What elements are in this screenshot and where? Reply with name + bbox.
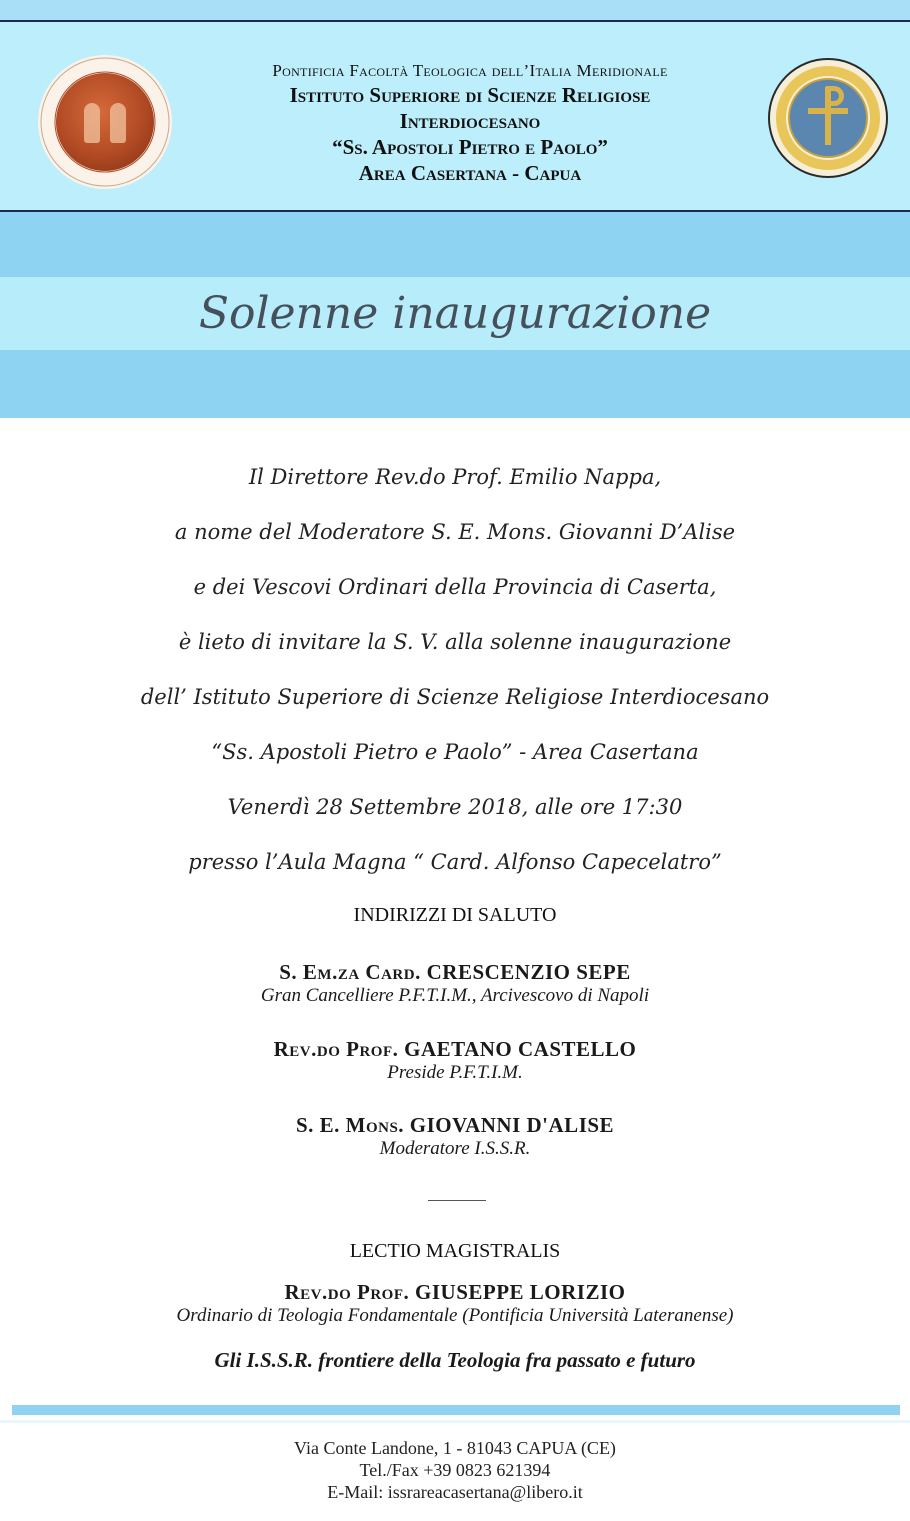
speaker-name xyxy=(0,1280,910,1305)
footer-address: Via Conte Landone, 1 - 81043 CAPUA (CE) xyxy=(294,1438,616,1458)
invitation-venue: presso l’Aula Magna “ Card. Alfonso Capecelatro” xyxy=(188,850,722,874)
invitation-line: è lieto di invitare la S. V. alla solenne inaugurazione xyxy=(178,630,732,654)
page-title: Solenne inaugurazione xyxy=(198,288,712,339)
speaker-title: S. Em.za Card. xyxy=(279,960,421,984)
speaker xyxy=(0,1113,910,1160)
institute-area: Area Casertana - Capua xyxy=(358,161,582,185)
invitation-line: dell’ Istituto Superiore di Scienze Religiose Interdiocesano xyxy=(140,685,770,709)
speaker-surname: CRESCENZIO SEPE xyxy=(426,960,631,984)
speaker-surname: GIUSEPPE LORIZIO xyxy=(415,1280,626,1304)
footer xyxy=(0,1437,910,1503)
issr-seal-icon xyxy=(38,55,172,189)
speaker-title: Rev.do Prof. xyxy=(284,1280,410,1304)
speaker-name xyxy=(0,960,910,985)
lectio-speaker xyxy=(0,1280,910,1327)
lecture-title: Gli I.S.S.R. frontiere della Teologia fra passato e futuro xyxy=(214,1348,696,1372)
title-band xyxy=(0,277,910,350)
invitation-line: “Ss. Apostoli Pietro e Paolo” - Area Casertana xyxy=(211,740,699,764)
divider xyxy=(428,1200,486,1201)
invitation-text xyxy=(0,450,910,890)
issr-seal-center xyxy=(56,73,154,171)
speaker-role: Preside P.F.T.I.M. xyxy=(387,1062,523,1083)
invitation-line: a nome del Moderatore S. E. Mons. Giovanni D’Alise xyxy=(174,520,736,544)
decorative-band xyxy=(0,350,910,418)
decorative-band xyxy=(0,212,910,277)
speaker-role: Moderatore I.S.S.R. xyxy=(379,1138,531,1159)
section-heading: LECTIO MAGISTRALIS xyxy=(349,1240,561,1262)
chi-rho-bar xyxy=(808,108,848,114)
lectio-heading xyxy=(0,1240,910,1263)
footer-rule xyxy=(12,1405,900,1415)
invitation-line: e dei Vescovi Ordinari della Provincia di Caserta, xyxy=(193,575,717,599)
footer-email: E-Mail: issrareacasertana@libero.it xyxy=(327,1482,583,1502)
saint-figure xyxy=(84,103,100,143)
speaker-role: Gran Cancelliere P.F.T.I.M., Arcivescovo di Napoli xyxy=(260,985,650,1006)
footer-phone: Tel./Fax +39 0823 621394 xyxy=(359,1460,551,1480)
speaker-name xyxy=(0,1037,910,1062)
saint-figure xyxy=(110,103,126,143)
speaker-surname: GIOVANNI D'ALISE xyxy=(409,1113,615,1137)
footer-rule-light xyxy=(0,1420,910,1423)
invitation-date: Venerdì 28 Settembre 2018, alle ore 17:30 xyxy=(227,795,683,819)
speaker xyxy=(0,1037,910,1084)
section-heading: INDIRIZZI DI SALUTO xyxy=(353,904,557,926)
pftim-seal-icon xyxy=(768,58,888,178)
speaker-title: S. E. Mons. xyxy=(295,1113,405,1137)
header-text xyxy=(170,60,770,186)
speaker-surname: GAETANO CASTELLO xyxy=(404,1037,637,1061)
top-band xyxy=(0,0,910,20)
faculty-name: Pontificia Facoltà Teologica dell’Italia Meridionale xyxy=(272,61,668,80)
speaker-name xyxy=(0,1113,910,1138)
invitation-line: Il Direttore Rev.do Prof. Emilio Nappa, xyxy=(248,465,662,489)
institute-name: Istituto Superiore di Scienze Religiose xyxy=(289,83,651,107)
institute-subtitle: Interdiocesano xyxy=(399,109,541,133)
institute-patrons: “Ss. Apostoli Pietro e Paolo” xyxy=(332,135,608,159)
speaker xyxy=(0,960,910,1007)
speaker-title: Rev.do Prof. xyxy=(273,1037,399,1061)
greetings-heading xyxy=(0,904,910,927)
lectio-theme xyxy=(0,1348,910,1373)
speaker-role: Ordinario di Teologia Fondamentale (Pontificia Università Lateranense) xyxy=(176,1305,734,1326)
